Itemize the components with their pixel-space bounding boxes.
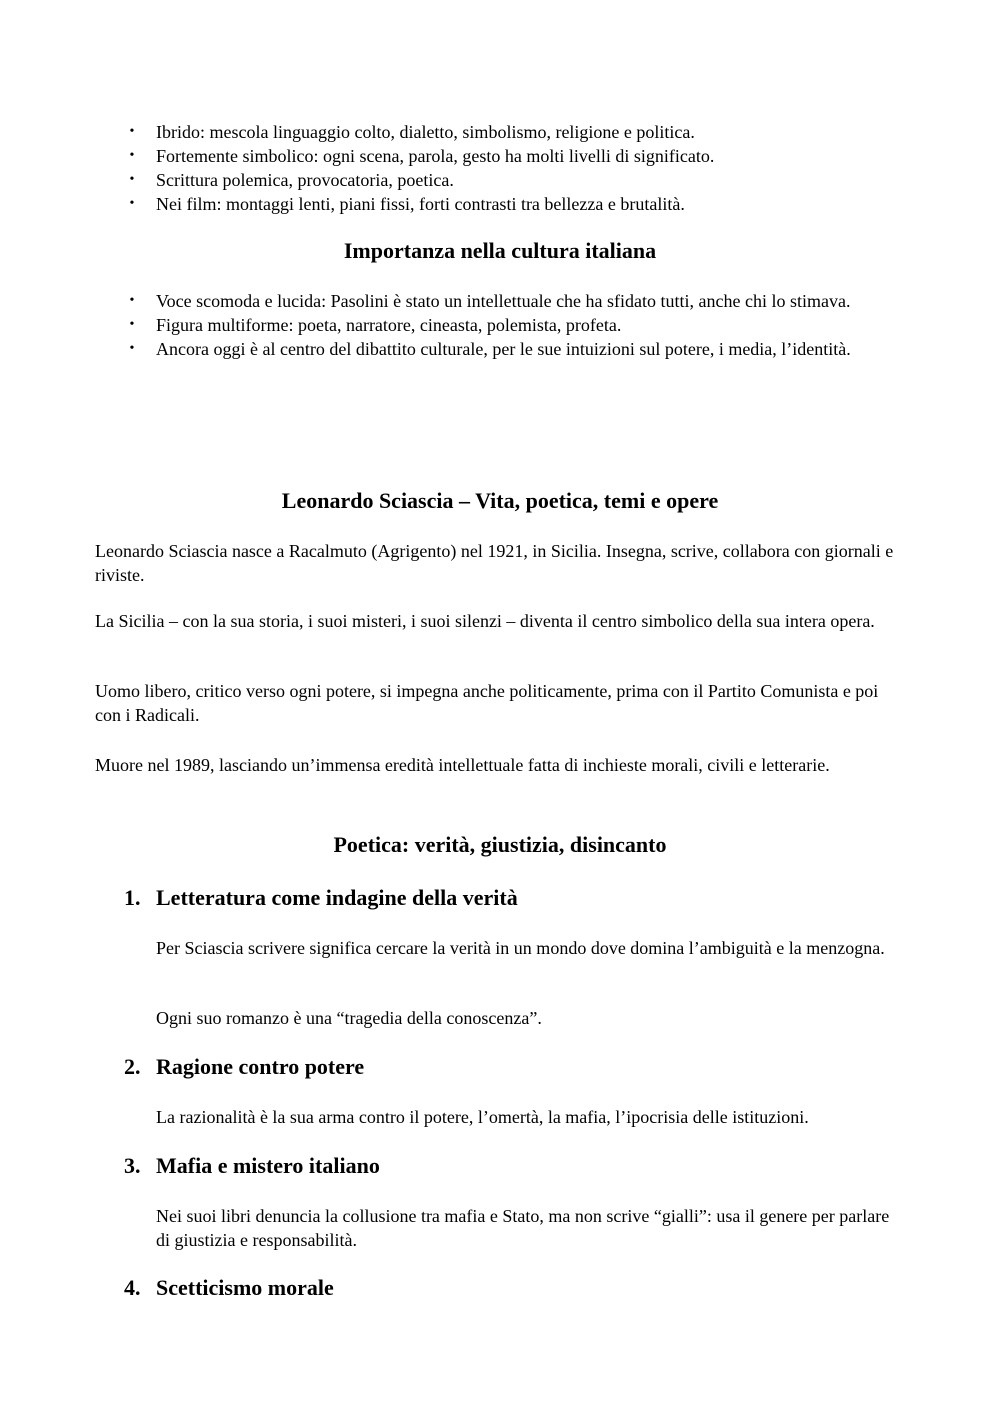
item-heading: Ragione contro potere bbox=[156, 1054, 365, 1079]
list-item: • Figura multiforme: poeta, narratore, cineasta, polemista, profeta. bbox=[156, 313, 896, 337]
item-heading: Letteratura come indagine della verità bbox=[156, 885, 518, 910]
paragraph: Muore nel 1989, lasciando un’immensa eredità intellettuale fatta di inchieste morali, civili e letterarie. bbox=[95, 755, 830, 775]
list-item: • Ancora oggi è al centro del dibattito culturale, per le sue intuizioni sul potere, i media, l’identità. bbox=[156, 337, 896, 361]
bullet-icon: • bbox=[129, 293, 135, 308]
paragraph: Nei suoi libri denuncia la collusione tra mafia e Stato, ma non scrive “gialli”: usa il genere per parlare di giustizia e responsabilità. bbox=[156, 1206, 890, 1250]
paragraph: Leonardo Sciascia nasce a Racalmuto (Agrigento) nel 1921, in Sicilia. Insegna, scrive, collabora con giornali e riviste. bbox=[95, 541, 894, 585]
bullet-icon: • bbox=[129, 317, 135, 332]
bullet-icon: • bbox=[129, 148, 135, 163]
numbered-heading bbox=[124, 884, 518, 912]
section-heading-importanza: Importanza nella cultura italiana bbox=[343, 238, 657, 263]
numbered-heading bbox=[124, 1152, 380, 1180]
paragraph: Ogni suo romanzo è una “tragedia della conoscenza”. bbox=[156, 1008, 542, 1028]
item-number: 1. bbox=[124, 885, 141, 910]
item-heading: Scetticismo morale bbox=[156, 1275, 334, 1300]
item-number: 3. bbox=[124, 1153, 141, 1178]
item-number: 2. bbox=[124, 1054, 141, 1079]
paragraph: La Sicilia – con la sua storia, i suoi misteri, i suoi silenzi – diventa il centro simbolico della sua intera opera. bbox=[95, 611, 875, 631]
bullet-icon: • bbox=[129, 124, 135, 139]
paragraph: La razionalità è la sua arma contro il potere, l’omertà, la mafia, l’ipocrisia delle istituzioni. bbox=[156, 1107, 809, 1127]
list-item: • Fortemente simbolico: ogni scena, parola, gesto ha molti livelli di significato. bbox=[156, 144, 896, 168]
list-item: • Scrittura polemica, provocatoria, poetica. bbox=[156, 168, 896, 192]
features-list bbox=[129, 120, 896, 216]
paragraph: Per Sciascia scrivere significa cercare la verità in un mondo dove domina l’ambiguità e la menzogna. bbox=[156, 938, 885, 958]
numbered-heading bbox=[124, 1053, 364, 1081]
list-item: • Nei film: montaggi lenti, piani fissi, forti contrasti tra bellezza e brutalità. bbox=[156, 192, 896, 216]
section-heading-poetica: Poetica: verità, giustizia, disincanto bbox=[333, 832, 667, 857]
section-heading-sciascia: Leonardo Sciascia – Vita, poetica, temi e opere bbox=[281, 488, 719, 513]
importanza-list bbox=[129, 289, 896, 361]
list-item: • Voce scomoda e lucida: Pasolini è stato un intellettuale che ha sfidato tutti, anche chi lo stimava. bbox=[156, 289, 896, 313]
numbered-heading bbox=[124, 1274, 334, 1302]
bullet-icon: • bbox=[129, 172, 135, 187]
bullet-icon: • bbox=[129, 341, 135, 356]
paragraph: Uomo libero, critico verso ogni potere, si impegna anche politicamente, prima con il Partito Comunista e poi con i Radicali. bbox=[95, 681, 879, 725]
item-number: 4. bbox=[124, 1275, 141, 1300]
list-item: • Ibrido: mescola linguaggio colto, dialetto, simbolismo, religione e politica. bbox=[156, 120, 896, 144]
bullet-icon: • bbox=[129, 196, 135, 211]
item-heading: Mafia e mistero italiano bbox=[156, 1153, 380, 1178]
